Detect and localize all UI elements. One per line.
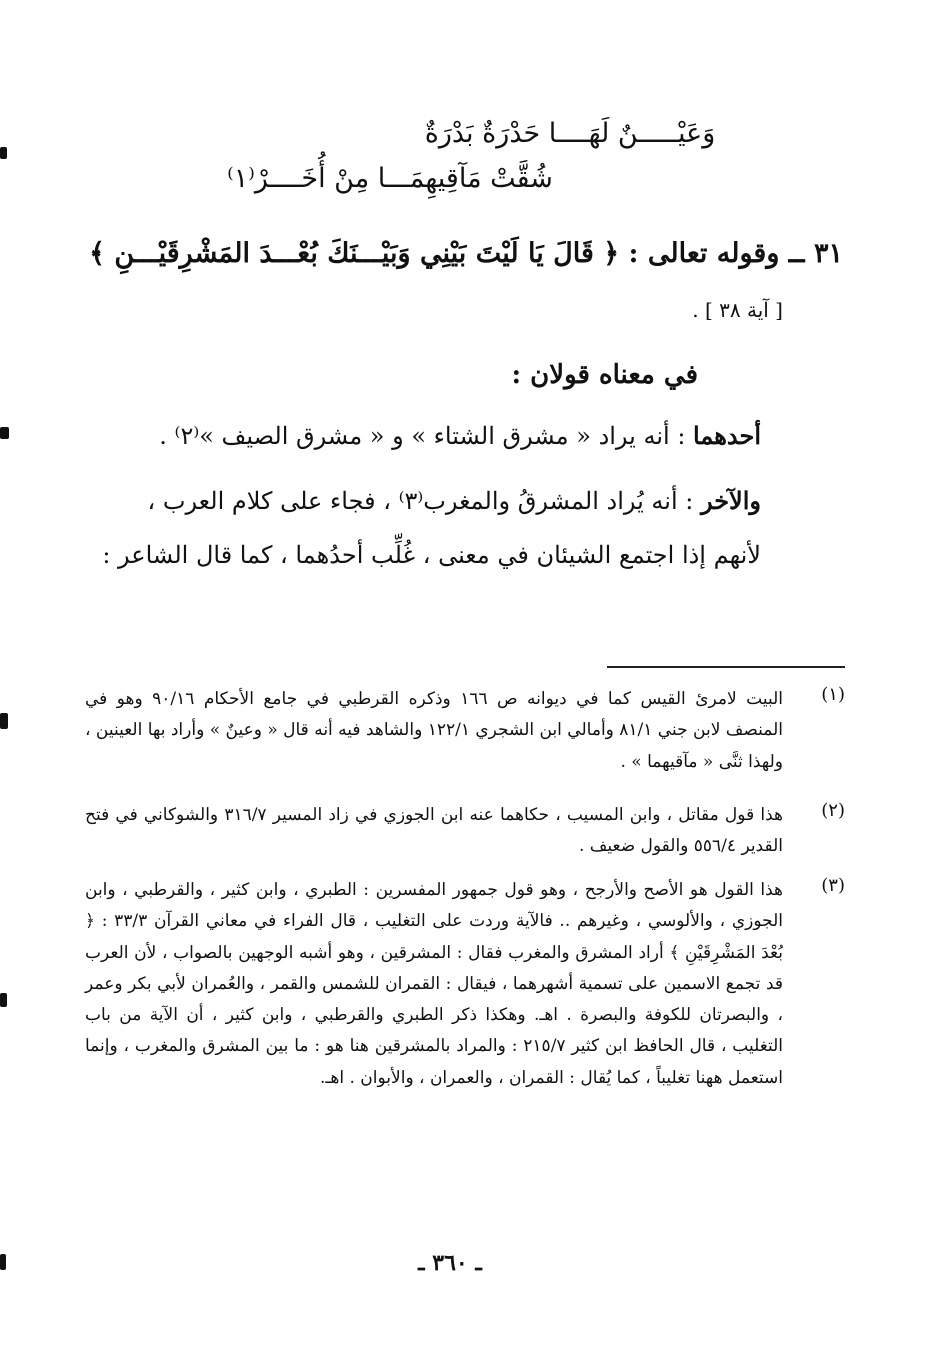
- scan-edge-mark: [0, 1254, 6, 1270]
- verse-heading: ٣١ ــ وقوله تعالى : ﴿ قَالَ يَا لَيْتَ بَيْنِي وَبَيْـــنَكَ بُعْـــدَ المَشْرِقَيْـــنِ ﴾: [89, 238, 843, 269]
- paragraph-continuation: لأنهم إذا اجتمع الشيئان في معنى ، غُلِّب أحدُهما ، كما قال الشاعر :: [102, 541, 761, 569]
- paragraph-first-opinion: [101, 421, 761, 450]
- paragraph-second-opinion: [101, 486, 761, 515]
- footnote-1: [85, 684, 845, 778]
- scan-edge-mark: [0, 147, 7, 159]
- first-opinion-text: : أنه يراد « مشرق الشتاء » و « مشرق الصيف »⁽٢⁾ .: [159, 422, 694, 450]
- footnote-number: (٣): [821, 875, 845, 896]
- scan-edge-mark: [0, 713, 8, 729]
- section-title: في معناه قولان :: [511, 360, 698, 390]
- scan-edge-mark: [0, 993, 7, 1007]
- poem-verse-line-1: وَعَيْـــــنٌ لَهَــــا حَدْرَةٌ بَدْرَةٌ: [424, 118, 716, 149]
- footnote-number: (١): [821, 684, 845, 705]
- second-opinion-text: : أنه يُراد المشرقُ والمغرب⁽٣⁾ ، فجاء على كلام العرب ،: [147, 487, 701, 515]
- aya-reference: [ آية ٣٨ ] .: [692, 298, 783, 322]
- page-number: ـ ٣٦٠ ـ: [418, 1250, 482, 1276]
- footnote-number: (٢): [821, 800, 845, 821]
- footnote-text: البيت لامرئ القيس كما في ديوانه ص ١٦٦ وذكره القرطبي في جامع الأحكام ٩٠/١٦ وهو في المنصف لابن جني ٨١/١ وأمالي ابن الشجري ١٢٢/١ والشاهد فيه أنه قال « وعينٌ » وأراد بها العينين ، ولهذا ثنَّى « مآقيهما » .: [84, 689, 784, 772]
- footnote-divider: [607, 666, 845, 668]
- footnote-text: هذا القول هو الأصح والأرجح ، وهو قول جمهور المفسرين : الطبري ، وابن كثير ، والقرطبي ، وابن الجوزي ، والألوسي ، وغيرهم .. فالآية وردت على التغليب ، قال الفراء في معاني القرآن ٣٣/٣ : ﴿ بُعْدَ المَشْرِقَيْنِ ﴾ أراد المشرق والمغرب فقال : المشرقين ، وهو أشبه الوجهين بالصواب ، لأن العرب قد تجمع الاسمين على تسمية أشهرهما ، فيقال : القمران للشمس والقمر ، والعُمران لأبي بكر وعمر ، والبصرتان للكوفة والبصرة . اهـ. وهكذا ذكر الطبري والقرطبي ، وابن كثير ، أن الآية من باب التغليب ، قال الحافظ ابن كثير ٢١٥/٧ : والمراد بالمشرقين هنا هو : ما بين المشرق والمغرب ، وإنما استعمل ههنا تغليباً ، كما يُقال : القمران ، والعمران ، والأبوان . اهـ.: [85, 880, 783, 1088]
- footnote-text: هذا قول مقاتل ، وابن المسيب ، حكاهما عنه ابن الجوزي في زاد المسير ٣١٦/٧ والشوكاني في فتح القدير ٥٥٦/٤ والقول ضعيف .: [85, 805, 783, 857]
- scan-edge-mark: [0, 427, 9, 439]
- footnote-3: [85, 875, 845, 1094]
- footnote-2: [85, 800, 845, 863]
- second-opinion-label: والآخر: [700, 486, 761, 515]
- first-opinion-label: أحدهما: [693, 421, 761, 450]
- poem-verse-line-2: شُقَّتْ مَآقِيهِمَـــا مِنْ أُخَــــرْ⁽١⁾: [227, 163, 553, 194]
